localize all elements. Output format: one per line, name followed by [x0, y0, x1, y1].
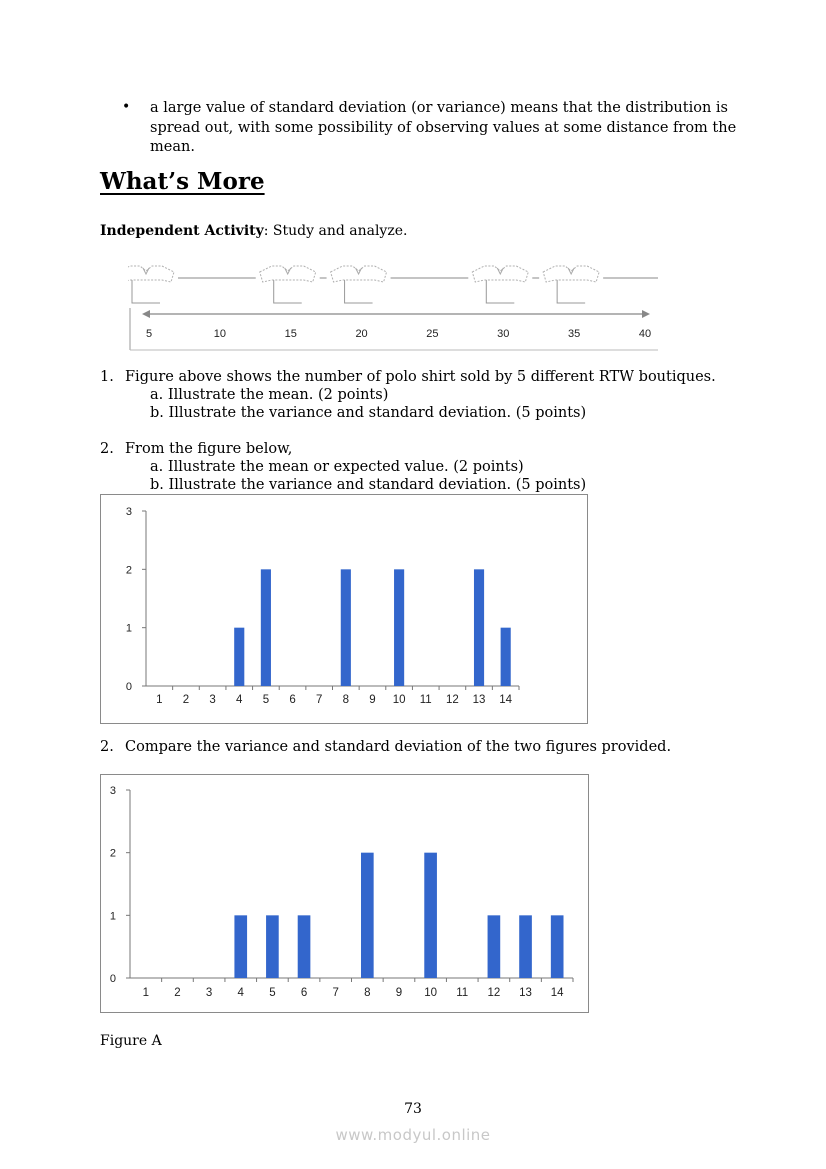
watermark-url: www.modyul.online — [335, 1126, 491, 1144]
bar-8 — [341, 569, 351, 686]
bar-6 — [298, 915, 311, 978]
q1-part-a: a. Illustrate the mean. (2 points) — [150, 387, 389, 403]
y-tick-label: 2 — [109, 847, 116, 860]
y-tick-label: 1 — [125, 622, 132, 635]
x-tick-label: 7 — [315, 694, 323, 706]
y-tick-label: 0 — [125, 681, 132, 693]
number-line-svg — [128, 262, 660, 352]
q3-number: 2. — [100, 739, 114, 755]
q2-number: 2. — [100, 441, 114, 457]
bar-13 — [474, 569, 484, 686]
x-tick-label: 5 — [269, 987, 276, 999]
figure-caption: Figure A — [100, 1033, 162, 1049]
x-tick-label: 8 — [342, 694, 350, 706]
section-title: What’s More — [100, 168, 265, 195]
x-tick-label: 1 — [156, 694, 163, 706]
q1-number: 1. — [100, 369, 114, 385]
x-tick-label: 3 — [209, 694, 216, 706]
number-line-tick-label: 10 — [213, 328, 226, 340]
bar-5 — [261, 569, 271, 686]
x-tick-label: 10 — [392, 694, 406, 706]
number-line-tick-label: 35 — [568, 328, 581, 340]
x-tick-label: 14 — [550, 987, 564, 999]
x-tick-label: 11 — [419, 694, 432, 706]
bullet-text: a large value of standard deviation (or variance) means that the distribution is spread out, with some possibility of observing values at some distance from the mean. — [150, 100, 737, 155]
number-line-tick-label: 5 — [145, 328, 153, 340]
x-tick-label: 12 — [487, 987, 501, 999]
number-line-tick-label: 15 — [284, 328, 297, 340]
x-tick-label: 7 — [332, 987, 339, 999]
chart-2-svg — [101, 775, 588, 1012]
y-tick-label: 1 — [109, 910, 116, 923]
y-tick-label: 0 — [109, 973, 116, 985]
bar-14 — [501, 628, 511, 686]
axis-arrow-left — [142, 310, 150, 318]
x-tick-label: 2 — [182, 694, 190, 706]
activity-label: Independent Activity — [100, 223, 264, 239]
number-line-tick-label: 30 — [497, 328, 510, 340]
x-tick-label: 4 — [237, 987, 244, 999]
chart-1-svg — [101, 495, 587, 723]
number-line-tick-label: 20 — [355, 328, 368, 340]
activity-line — [100, 223, 407, 239]
polo-shirt-icon — [327, 265, 391, 303]
bar-5 — [266, 915, 279, 978]
x-tick-label: 12 — [445, 694, 459, 706]
q2-part-a: a. Illustrate the mean or expected value. (2 points) — [150, 459, 524, 475]
bar-14 — [551, 915, 564, 978]
x-tick-label: 5 — [262, 694, 270, 706]
x-tick-label: 9 — [369, 694, 376, 706]
x-tick-label: 1 — [142, 987, 150, 999]
bar-13 — [519, 915, 532, 978]
polo-shirt-icon — [539, 265, 603, 303]
q1-part-b: b. Illustrate the variance and standard deviation. (5 points) — [150, 405, 587, 421]
bar-10 — [424, 853, 437, 978]
x-tick-label: 13 — [472, 694, 486, 706]
y-tick-label: 2 — [125, 564, 132, 577]
axis-arrow-right — [642, 310, 650, 318]
x-tick-label: 6 — [300, 987, 308, 999]
bar-8 — [361, 853, 374, 978]
x-tick-label: 4 — [236, 694, 243, 706]
y-tick-label: 3 — [109, 785, 116, 797]
chart-2-frame — [100, 774, 589, 1013]
x-tick-label: 10 — [424, 987, 438, 999]
x-tick-label: 13 — [519, 987, 532, 999]
x-tick-label: 3 — [205, 987, 213, 999]
q1-text: Figure above shows the number of polo shirt sold by 5 different RTW boutiques. — [125, 369, 716, 385]
q2-text: From the figure below, — [125, 441, 293, 457]
number-line-tick-label: 25 — [426, 328, 439, 340]
chart-1-frame — [100, 494, 588, 724]
bar-4 — [234, 628, 244, 686]
number-line-figure — [128, 262, 660, 352]
x-tick-label: 8 — [364, 987, 371, 999]
polo-shirt-icon — [256, 265, 320, 303]
x-tick-label: 2 — [174, 987, 181, 999]
bar-4 — [234, 915, 247, 978]
q3-text: Compare the variance and standard deviation of the two figures provided. — [125, 739, 672, 755]
bar-12 — [488, 915, 501, 978]
bar-10 — [394, 569, 404, 686]
y-tick-label: 3 — [125, 506, 132, 518]
activity-instruction: : Study and analyze. — [263, 223, 408, 239]
page-number: 73 — [404, 1101, 422, 1117]
x-tick-label: 11 — [456, 987, 469, 999]
x-tick-label: 14 — [499, 694, 513, 706]
number-line-tick-label: 40 — [638, 328, 652, 340]
polo-shirt-icon — [128, 265, 178, 303]
x-tick-label: 6 — [289, 694, 296, 706]
q2-part-b: b. Illustrate the variance and standard deviation. (5 points) — [150, 477, 587, 493]
x-tick-label: 9 — [395, 987, 403, 999]
polo-shirt-icon — [468, 265, 532, 303]
bullet-dot: • — [122, 99, 131, 115]
